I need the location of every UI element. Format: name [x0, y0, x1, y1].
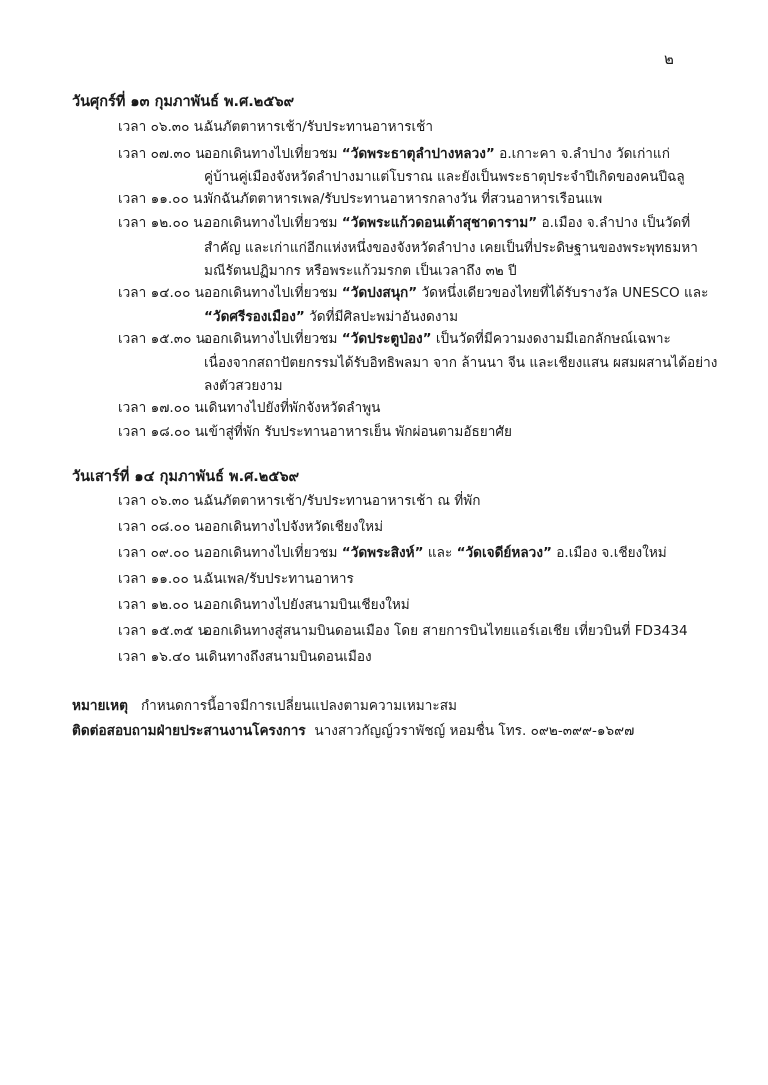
schedule-item: [118, 213, 728, 233]
time-label: เวลา ๐๙.๐๐ น.: [118, 545, 208, 561]
schedule-item: [118, 569, 728, 589]
item-text: พักฉันภัตตาหารเพล/รับประทานอาหารกลางวัน ที่สวนอาหารเรือนแพ: [204, 191, 603, 207]
schedule-item: [118, 189, 728, 209]
item-text: ออกเดินทางสู่สนามบินดอนเมือง โดย สายการบินไทยแอร์เอเชีย เที่ยวบินที่ FD3434: [204, 623, 688, 639]
schedule-item: [118, 422, 728, 442]
schedule-item: [118, 117, 728, 137]
time-label: เวลา ๑๒.๐๐ น.: [118, 215, 208, 231]
remark-line: [72, 694, 457, 716]
place-name: “วัดพระสิงห์”: [341, 545, 424, 561]
item-text-pre: ออกเดินทางไปเที่ยวชม: [204, 146, 342, 162]
item-text-post: วัดหนึ่งเดียวของไทยที่ได้รับรางวัล UNESCO และ: [417, 285, 709, 301]
item-continuation: [204, 305, 458, 327]
item-text-post: วัดที่มีศิลปะพม่าอันงดงาม: [304, 309, 459, 325]
item-text: ออกเดินทางไปยังสนามบินเชียงใหม่: [204, 597, 410, 613]
time-label: เวลา ๐๖.๓๐ น.: [118, 493, 208, 509]
contact-label: ติดต่อสอบถามฝ่ายประสานงานโครงการ: [72, 723, 306, 739]
time-label: เวลา ๐๘.๐๐ น.: [118, 519, 209, 535]
item-text: เข้าสู่ที่พัก รับประทานอาหารเย็น พักผ่อนตามอัธยาศัย: [204, 424, 512, 440]
time-label: เวลา ๑๕.๓๕ น.: [118, 623, 212, 639]
time-label: เวลา ๑๗.๐๐ น.: [118, 400, 209, 416]
item-text-post: อ.เมือง จ.เชียงใหม่: [551, 545, 667, 561]
item-text: ฉันเพล/รับประทานอาหาร: [204, 571, 354, 587]
item-text-post: อ.เกาะคา จ.ลำปาง วัดเก่าแก่: [494, 146, 670, 162]
page-number: ๒: [664, 50, 674, 68]
item-text: ฉันภัตตาหารเช้า/รับประทานอาหารเช้า: [204, 119, 434, 135]
item-text: ออกเดินทางไปจังหวัดเชียงใหม่: [204, 519, 384, 535]
item-continuation: ลงตัวสวยงาม: [204, 378, 283, 394]
schedule-item: [118, 329, 728, 349]
item-text: เดินทางไปยังที่พักจังหวัดลำพูน: [204, 400, 381, 416]
schedule-item: [118, 621, 728, 641]
place-name: “วัดศรีรองเมือง”: [204, 309, 305, 325]
day-heading-friday: วันศุกร์ที่ ๑๓ กุมภาพันธ์ พ.ศ.๒๕๖๙: [72, 94, 295, 110]
schedule-item: [118, 144, 728, 164]
item-text-post: เป็นวัดที่มีความงดงามมีเอกลักษณ์เฉพาะ: [431, 331, 671, 347]
time-label: เวลา ๑๔.๐๐ น.: [118, 285, 209, 301]
schedule-item: [118, 517, 728, 537]
time-label: เวลา ๑๘.๐๐ น.: [118, 424, 209, 440]
item-continuation: เนื่องจากสถาปัตยกรรมได้รับอิทธิพลมา จาก ล้านนา จีน และเชียงแสน ผสมผสานได้อย่าง: [204, 355, 718, 371]
item-text-pre: ออกเดินทางไปเที่ยวชม: [204, 545, 342, 561]
item-text-pre: ออกเดินทางไปเที่ยวชม: [204, 215, 342, 231]
schedule-item: [118, 543, 728, 563]
contact-text: นางสาวกัญญ์วราพัชญ์ หอมชื่น โทร. ๐๙๒-๓๙๙-๑๖๙๗: [314, 723, 635, 739]
schedule-item: [118, 491, 728, 511]
item-continuation: สำคัญ และเก่าแก่อีกแห่งหนึ่งของจังหวัดลำปาง เคยเป็นที่ประดิษฐานของพระพุทธมหา: [204, 240, 698, 256]
item-text-pre: ออกเดินทางไปเที่ยวชม: [204, 285, 342, 301]
schedule-item: [118, 283, 728, 303]
time-label: เวลา ๐๗.๓๐ น.: [118, 146, 209, 162]
place-name: “วัดเจดีย์หลวง”: [456, 545, 552, 561]
time-label: เวลา ๑๖.๔๐ น.: [118, 649, 209, 665]
place-name: “วัดปงสนุก”: [341, 285, 418, 301]
remark-label: หมายเหตุ: [72, 698, 128, 714]
contact-line: [72, 719, 634, 741]
item-text: ฉันภัตตาหารเช้า/รับประทานอาหารเช้า ณ ที่พัก: [204, 493, 481, 509]
time-label: เวลา ๑๒.๐๐ น.: [118, 597, 208, 613]
item-text-pre: ออกเดินทางไปเที่ยวชม: [204, 331, 342, 347]
schedule-item: [118, 595, 728, 615]
schedule-item: [118, 647, 728, 667]
item-continuation: คู่บ้านคู่เมืองจังหวัดลำปางมาแต่โบราณ และยังเป็นพระธาตุประจำปีเกิดของคนปีฉลู: [204, 169, 685, 185]
item-text: เดินทางถึงสนามบินดอนเมือง: [204, 649, 372, 665]
time-label: เวลา ๑๑.๐๐ น.: [118, 191, 207, 207]
item-text-post: อ.เมือง จ.ลำปาง เป็นวัดที่: [537, 215, 691, 231]
day-heading-saturday: วันเสาร์ที่ ๑๔ กุมภาพันธ์ พ.ศ.๒๕๖๙: [72, 469, 300, 485]
remark-text: กำหนดการนี้อาจมีการเปลี่ยนแปลงตามความเหมาะสม: [140, 698, 457, 714]
item-text-mid: และ: [423, 545, 457, 561]
time-label: เวลา ๑๕.๓๐ น.: [118, 331, 210, 347]
item-continuation: มณีรัตนปฏิมากร หรือพระแก้วมรกต เป็นเวลาถึง ๓๒ ปี: [204, 263, 517, 279]
schedule-item: [118, 398, 728, 418]
time-label: เวลา ๑๑.๐๐ น.: [118, 571, 207, 587]
place-name: “วัดประตูป่อง”: [341, 331, 432, 347]
place-name: “วัดพระธาตุลำปางหลวง”: [341, 146, 495, 162]
time-label: เวลา ๐๖.๓๐ น.: [118, 119, 208, 135]
place-name: “วัดพระแก้วดอนเต้าสุชาดาราม”: [341, 215, 538, 231]
